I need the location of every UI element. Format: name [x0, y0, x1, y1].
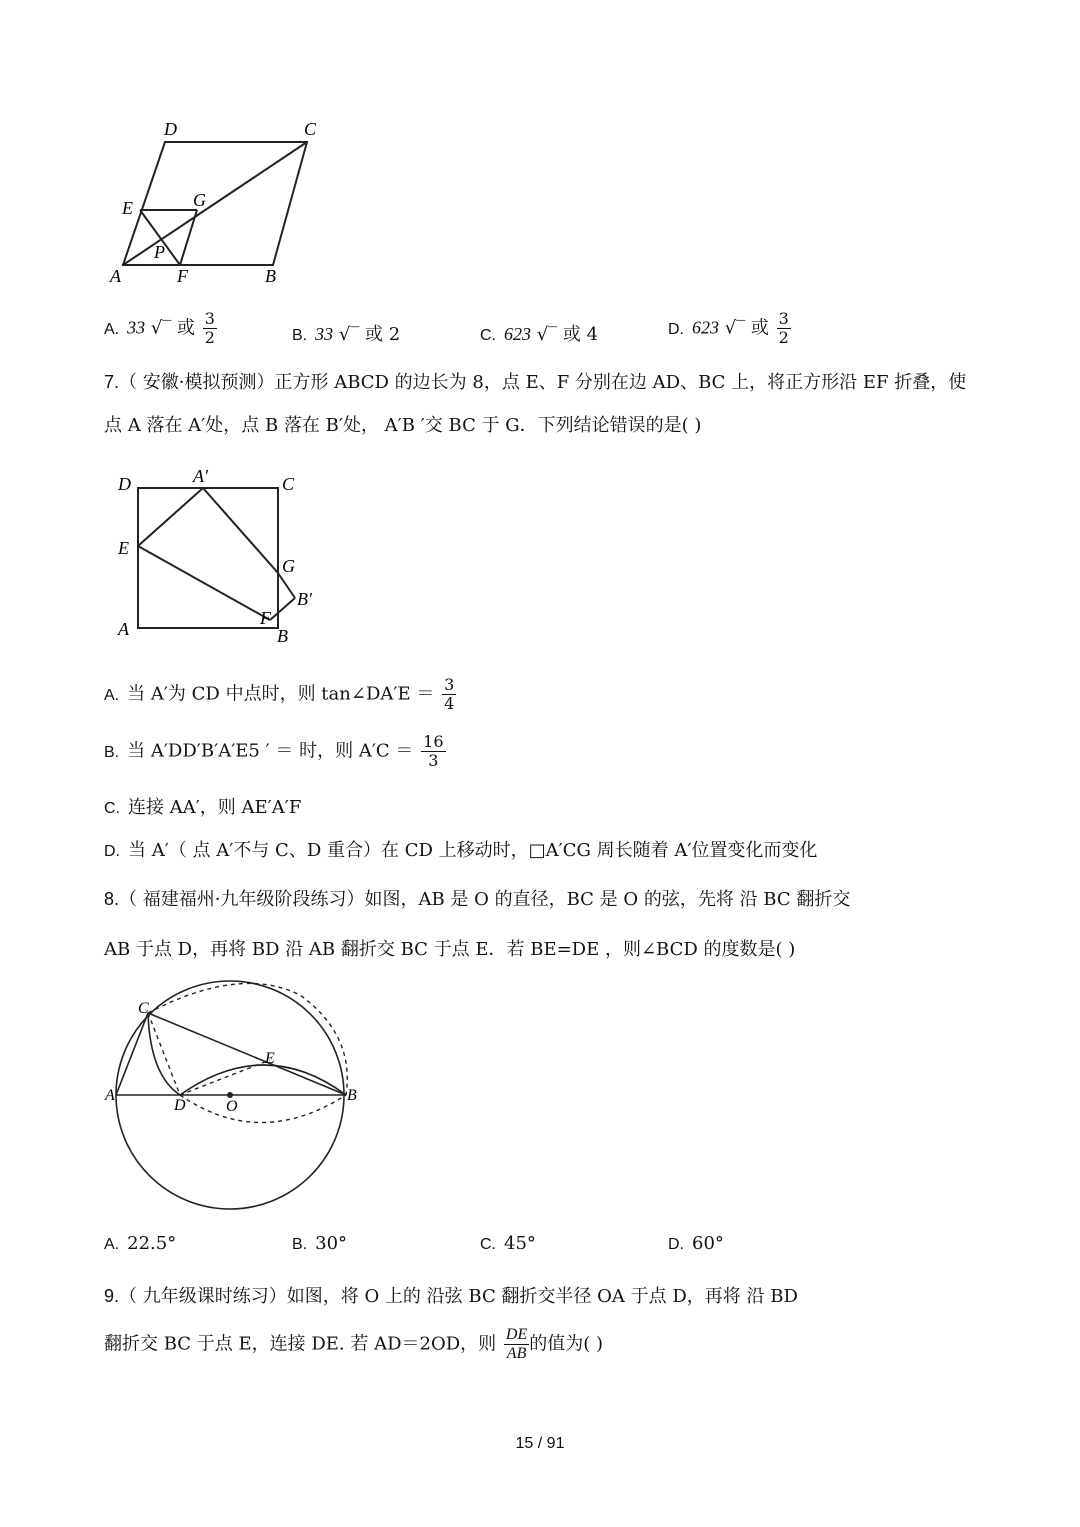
q8-line2: AB 于点 D，再将 BD 沿 AB 翻折交 BC 于点 E．若 BE=DE ，则∠BCD 的度数是( ) — [104, 939, 796, 960]
figure-square-fold — [105, 460, 335, 650]
figure-circle-fold — [100, 975, 380, 1225]
fig1-label-G: G — [193, 190, 206, 210]
fig7-label-A-prime: A′ — [193, 466, 208, 486]
q7-option-a: A. 当 A′为 CD 中点时，则 tan∠DA′E ＝ $\frac{3}{4}$ — [104, 675, 455, 713]
fig8-label-B: B — [347, 1087, 357, 1104]
q7-option-c: C. 连接 AA′，则 AE′A′F — [104, 797, 302, 818]
fig7-label-A: A — [118, 619, 129, 639]
q8-option-c: C. 45° — [480, 1233, 536, 1254]
fig1-label-A: A — [110, 266, 121, 286]
q8-option-b: B. 30° — [292, 1233, 348, 1254]
fig7-label-C: C — [282, 474, 295, 494]
fig7-label-F: F — [260, 608, 271, 628]
fig7-label-B: B — [277, 626, 288, 646]
fig7-label-E: E — [118, 538, 129, 558]
q9-line1: 9.（ 九年级课时练习）如图，将 O 上的 沿弦 BC 翻折交半径 OA 于点 D，再将 沿 BD — [104, 1286, 798, 1307]
fig8-label-A: A — [105, 1087, 115, 1104]
fig8-label-E: E — [265, 1050, 275, 1067]
q6-option-c: C. 623 √‾ 或 4 — [480, 324, 599, 345]
q7-option-d: D. 当 A′（ 点 A′不与 C、D 重合）在 CD 上移动时，□A′CG 周长随着 A′位置变化而变化 — [104, 840, 818, 861]
fig1-label-F: F — [177, 266, 188, 286]
q8-option-a: A. 22.5° — [104, 1233, 177, 1254]
fig1-label-E: E — [122, 198, 133, 218]
q8-option-d: D. 60° — [668, 1233, 724, 1254]
fig7-label-D: D — [118, 474, 131, 494]
q6-option-a: A. 33 √‾ 或 $\frac{3}{2}$ — [104, 309, 215, 347]
q6-option-b: B. 33 √‾ 或 2 — [292, 324, 401, 345]
q7-line1: 7.（ 安徽·模拟预测）正方形 ABCD 的边长为 8，点 E、F 分别在边 AD、BC 上，将正方形沿 EF 折叠，使 — [104, 372, 967, 393]
fig8-label-D: D — [174, 1097, 186, 1114]
q8-line1: 8.（ 福建福州·九年级阶段练习）如图，AB 是 O 的直径，BC 是 O 的弦，先将 沿 BC 翻折交 — [104, 889, 851, 910]
q6-option-d: D. 623 √‾ 或 $\frac{3}{2}$ — [668, 309, 789, 347]
fig7-label-B-prime: B′ — [297, 589, 312, 609]
fig7-label-G: G — [282, 556, 295, 576]
q7-line2: 点 A 落在 A′处，点 B 落在 B′处， A′B ′交 BC 于 G．下列结论错误的是( ) — [104, 415, 702, 436]
fig1-label-D: D — [164, 119, 177, 139]
fig8-label-C: C — [138, 1000, 149, 1017]
q7-option-b: B. 当 A′DD′B′A′E5 ′ ＝ 时，则 A′C ＝ $\frac{16}{3}$ — [104, 732, 444, 770]
q9-line2: 翻折交 BC 于点 E，连接 DE. 若 AD＝2OD，则 $\frac{DE}{AB}$ 的值为( ) — [104, 1326, 604, 1362]
figure-parallelogram — [100, 110, 340, 290]
fig1-label-B: B — [265, 266, 276, 286]
fig1-label-P: P — [154, 242, 165, 262]
fig1-label-C: C — [304, 119, 317, 139]
fig8-label-O: O — [226, 1098, 238, 1115]
page-number: 15 / 91 — [515, 1435, 565, 1452]
